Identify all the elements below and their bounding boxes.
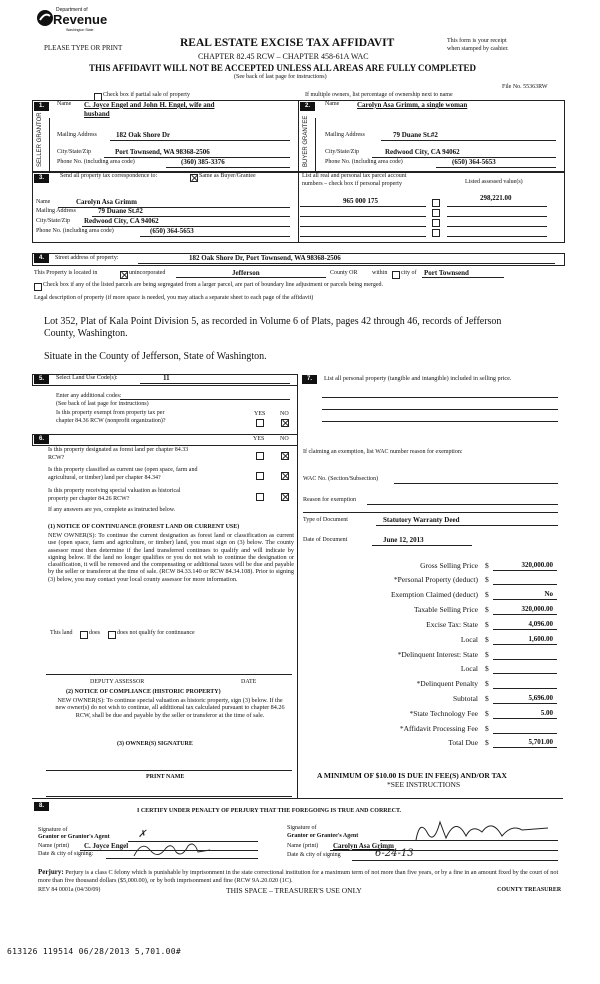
delinquent-interest-local-label: Local xyxy=(460,664,478,673)
street-address: 182 Oak Shore Dr, Port Townsend, WA 98368-2506 xyxy=(189,254,341,262)
personal-property-checkbox-4[interactable] xyxy=(432,229,440,237)
sec6-yes-label: YES xyxy=(253,436,265,442)
sec3-name: Carolyn Asa Grimm xyxy=(76,198,137,206)
buyer-name-label: Name xyxy=(325,101,340,107)
parcel-list-label-2: numbers – check box if personal property xyxy=(302,181,402,187)
total-due-label: Total Due xyxy=(448,738,478,747)
delinquent-interest-local-dollar: $ xyxy=(485,664,489,673)
personal-property-checkbox-2[interactable] xyxy=(432,209,440,217)
seller-name-2: husband xyxy=(84,110,110,118)
personal-property-deduct-label: *Personal Property (deduct) xyxy=(393,575,478,584)
see-back-line: (See back of last page for instructions) xyxy=(234,74,327,80)
grantee-name: Carolyn Asa Grimm xyxy=(333,842,394,850)
grantee-date-label: Date & city of signing xyxy=(287,852,341,858)
assessor-date-label: DATE xyxy=(241,679,257,685)
this-land-label: This land xyxy=(50,630,73,636)
buyer-phone: (650) 364-5653 xyxy=(452,158,496,166)
sec3-name-label: Name xyxy=(36,199,51,205)
treasurer-space-label: THIS SPACE – TREASURER'S USE ONLY xyxy=(226,886,362,895)
logo-state: Washington State xyxy=(66,28,94,32)
forest-yes-checkbox[interactable] xyxy=(256,452,264,460)
unincorporated-checkbox[interactable] xyxy=(120,271,128,279)
grantee-signature-label-1: Signature of xyxy=(287,825,317,831)
warning-line: THIS AFFIDAVIT WILL NOT BE ACCEPTED UNLESS ALL AREAS ARE FULLY COMPLETED xyxy=(89,63,477,73)
section-5-number: 5. xyxy=(34,375,49,384)
logo-dept: Department of xyxy=(56,7,88,13)
grantor-name-label: Name (print) xyxy=(38,843,70,849)
subtotal-label: Subtotal xyxy=(452,694,478,703)
grantee-signature-label-2: Grantor or Grantee's Agent xyxy=(287,833,359,839)
forest-question-2: RCW? xyxy=(48,455,65,461)
does-not-label: does not qualify for continuance xyxy=(117,630,195,636)
excise-tax-local-dollar: $ xyxy=(485,635,489,644)
exempt-yes-checkbox[interactable] xyxy=(256,419,264,427)
affidavit-processing-fee-label: *Affidavit Processing Fee xyxy=(399,724,478,733)
current-use-question-1: Is this property classified as current use (open space, farm and xyxy=(48,467,198,473)
parcel-list-label-1: List all real and personal tax parcel account xyxy=(302,173,407,179)
receipt-note-2: when stamped by cashier. xyxy=(447,46,509,52)
exempt-question-2: chapter 84.36 RCW (nonprofit organization)? xyxy=(56,418,166,424)
buyer-mailing: 79 Duane St.#2 xyxy=(393,131,438,139)
exemption-claimed-value: No xyxy=(544,590,553,598)
reason-label: Reason for exemption xyxy=(303,497,356,503)
land-use-code: 11 xyxy=(163,374,170,382)
state-technology-fee-dollar: $ xyxy=(485,709,489,718)
located-in-label: This Property is located in xyxy=(34,270,98,276)
excise-tax-state-label: Excise Tax: State xyxy=(426,620,478,629)
seller-city: Port Townsend, WA 98368-2506 xyxy=(115,148,210,156)
multiple-owners-note: If multiple owners, list percentage of ownership next to name xyxy=(305,92,453,98)
land-use-label: Select Land Use Code(s): xyxy=(56,375,118,381)
exemption-claim-label: If claiming an exemption, list WAC number reason for exemption: xyxy=(303,449,463,455)
additional-codes-label: Enter any additional codes: xyxy=(56,393,122,399)
sec3-mailing-label: Mailing Address xyxy=(36,208,76,214)
delinquent-penalty-label: *Delinquent Penalty xyxy=(416,679,478,688)
buyer-city-label: City/State/Zip xyxy=(325,149,359,155)
sec3-phone: (650) 364-5653 xyxy=(150,227,194,235)
within-label: within xyxy=(372,270,388,276)
minimum-fee-note: A MINIMUM OF $10.00 IS DUE IN FEE(S) AND/OR TAX xyxy=(317,771,507,780)
receipt-note-1: This form is your receipt xyxy=(447,38,507,44)
please-type: PLEASE TYPE OR PRINT xyxy=(44,44,123,52)
grantor-date-label: Date & city of signing: xyxy=(38,851,94,857)
historic-no-checkbox[interactable] xyxy=(281,493,289,501)
buyer-phone-label: Phone No. (including area code) xyxy=(325,159,403,165)
chapter-line: CHAPTER 82.45 RCW – CHAPTER 458-61A WAC xyxy=(198,52,369,61)
perjury-label: Perjury: xyxy=(38,868,64,876)
personal-property-checkbox-1[interactable] xyxy=(432,199,440,207)
form-title: REAL ESTATE EXCISE TAX AFFIDAVIT xyxy=(180,37,395,49)
buyer-side-label: BUYER GRANTEE xyxy=(303,115,309,167)
seller-name-label: Name xyxy=(57,101,72,107)
if-yes-note: If any answers are yes, complete as instructed below. xyxy=(48,507,176,513)
grantor-signature-mark: ✗ xyxy=(138,829,147,840)
perjury-text: Perjury is a class C felony which is punishable by imprisonment in the state correctional institution for a maximum term of not more than five years, or by a fine in an amount fixed by the court of not more than five thousand dollars ($5,000.00), or by both imprisonment and fine (RCW 9A.20.020 (1C). xyxy=(38,869,559,884)
city-of-label: city of xyxy=(401,270,417,276)
current-use-question-2: agricultural, or timber) land per chapter 84.34? xyxy=(48,475,161,481)
document-type-label: Type of Document xyxy=(303,517,348,523)
segregated-label: Check box if any of the listed parcels are being segregated from a larger parcel, are part of boundary line adjustment or parcels being merged. xyxy=(43,282,383,288)
county-treasurer-label: COUNTY TREASURER xyxy=(497,887,562,893)
same-as-buyer-checkbox[interactable] xyxy=(190,174,198,182)
buyer-name: Carolyn Asa Grimm, a single woman xyxy=(357,101,468,109)
print-name-label: PRINT NAME xyxy=(146,774,185,780)
legal-description-2: County, Washington. xyxy=(44,328,128,339)
assessed-value-label: Listed assessed value(s) xyxy=(465,179,523,185)
historic-question-2: property per chapter 84.26 RCW? xyxy=(48,496,130,502)
legal-description-1: Lot 352, Plat of Kala Point Division 5, as recorded in Volume 6 of Plats, pages 42 through 46, records of Jefferson xyxy=(44,316,502,327)
deputy-assessor-label: DEPUTY ASSESSOR xyxy=(90,679,145,685)
exempt-question-1: Is this property exempt from property tax per xyxy=(56,410,165,416)
subtotal-value: 5,696.00 xyxy=(528,694,553,702)
county-or-label: County OR xyxy=(330,270,358,276)
assessed-value: 298,221.00 xyxy=(480,194,512,202)
logo-name: Revenue xyxy=(53,12,108,27)
section-4-number: 4. xyxy=(34,254,49,263)
revenue-logo xyxy=(36,7,106,37)
excise-tax-state-dollar: $ xyxy=(485,620,489,629)
notice-compliance-text: NEW OWNER(S): To continue special valuation as historic property, sign (3) below. If the new owner(s) do not wish to continue, all additional tax calculated pursuant to chapter 84.26 RCW, shall be due and payable by the seller or transferor at the time of sale. xyxy=(55,697,285,719)
city-checkbox[interactable] xyxy=(392,271,400,279)
perjury-notice xyxy=(38,868,560,885)
notice-compliance-title: (2) NOTICE OF COMPLIANCE (HISTORIC PROPERTY) xyxy=(66,689,221,695)
delinquent-interest-state-label: *Delinquent Interest: State xyxy=(397,650,478,659)
seller-city-label: City/State/Zip xyxy=(57,149,91,155)
seller-phone-label: Phone No. (including area code) xyxy=(57,159,135,165)
property-city: Port Townsend xyxy=(424,269,469,277)
sec5-no-label: NO xyxy=(280,411,289,417)
total-due-dollar: $ xyxy=(485,738,489,747)
delinquent-interest-state-dollar: $ xyxy=(485,650,489,659)
revision-label: REV 84 0001a (04/30/09) xyxy=(38,887,101,893)
see-instructions-note: *SEE INSTRUCTIONS xyxy=(387,780,461,789)
seller-mailing-label: Mailing Address xyxy=(57,132,97,138)
historic-yes-checkbox[interactable] xyxy=(256,493,264,501)
forest-no-checkbox[interactable] xyxy=(281,452,289,460)
sec3-city: Redwood City, CA 94062 xyxy=(84,217,159,225)
see-back-sec5: (See back of last page for instructions) xyxy=(56,401,149,407)
seller-phone: (360) 385-3376 xyxy=(181,158,225,166)
not-qualifies-checkbox[interactable] xyxy=(108,631,116,639)
current-use-no-checkbox[interactable] xyxy=(281,472,289,480)
sec3-phone-label: Phone No. (including area code) xyxy=(36,228,114,234)
buyer-city: Redwood City, CA 94062 xyxy=(385,148,460,156)
section-7-number: 7. xyxy=(302,375,317,384)
sec6-no-label: NO xyxy=(280,436,289,442)
sec3-mailing: 79 Duane St.#2 xyxy=(98,207,143,215)
gross-selling-price-dollar: $ xyxy=(485,561,489,570)
parcel-number: 965 000 175 xyxy=(343,197,378,205)
gross-selling-price-label: Gross Selling Price xyxy=(420,561,478,570)
owner-signature-label: (3) OWNER(S) SIGNATURE xyxy=(117,741,193,747)
grantor-signature-scribble xyxy=(132,838,212,860)
taxable-selling-price-label: Taxable Selling Price xyxy=(413,605,478,614)
buyer-mailing-label: Mailing Address xyxy=(325,132,365,138)
grantor-name: C. Joyce Engel xyxy=(84,842,129,850)
payment-stamp: 613126 119514 06/28/2013 5,701.00# xyxy=(7,947,181,956)
document-date-label: Date of Document xyxy=(303,537,348,543)
file-number: File No. 55363RW xyxy=(502,84,548,90)
personal-property-deduct-dollar: $ xyxy=(485,575,489,584)
seller-side-label: SELLER GRANTOR xyxy=(37,112,43,167)
notice-continuance-text: NEW OWNER(S): To continue the current designation as forest land or classification as current use (open space, farm and agriculture, or timber) land, you must sign on (3) below. The county assessor must then determine if the land transferred continues to qualify and will indicate by signing below. If the land no longer qualifies or you do not wish to continue the designation or classification, it will be removed and the compensating or additional taxes will be due and payable by the seller or transferor at the time of sale. (RCW 84.33.140 or RCW 84.34.108). Prior to signing (3) below, you may contact your local county assessor for more information. xyxy=(48,532,294,583)
state-technology-fee-value: 5.00 xyxy=(540,709,553,717)
current-use-yes-checkbox[interactable] xyxy=(256,472,264,480)
delinquent-penalty-dollar: $ xyxy=(485,679,489,688)
excise-tax-local-label: Local xyxy=(460,635,478,644)
unincorporated-label: unincorporated xyxy=(129,270,166,276)
sec3-city-label: City/State/Zip xyxy=(36,218,70,224)
excise-tax-local-value: 1,600.00 xyxy=(528,635,553,643)
section-3-number: 3. xyxy=(34,174,49,183)
state-technology-fee-label: *State Technology Fee xyxy=(409,709,478,718)
grantor-signature-label-1: Signature of xyxy=(38,827,68,833)
affidavit-processing-fee-dollar: $ xyxy=(485,724,489,733)
seller-name: C. Joyce Engel and John H. Engel, wife and xyxy=(84,101,215,109)
partial-sale-label: Check box if partial sale of property xyxy=(103,92,190,98)
section-1-number: 1. xyxy=(34,102,49,111)
document-date: June 12, 2013 xyxy=(383,536,424,544)
situate-line: Situate in the County of Jefferson, State of Washington. xyxy=(44,351,267,362)
qualifies-checkbox[interactable] xyxy=(80,631,88,639)
total-due-value: 5,701.00 xyxy=(528,738,553,746)
taxable-selling-price-value: 320,000.00 xyxy=(521,605,553,613)
grantee-date-handwritten: 6-24-13 xyxy=(375,848,414,859)
forest-question-1: Is this property designated as forest land per chapter 84.33 xyxy=(48,447,189,453)
does-label: does xyxy=(89,630,100,636)
certify-statement: I CERTIFY UNDER PENALTY OF PERJURY THAT THE FOREGOING IS TRUE AND CORRECT. xyxy=(137,808,402,814)
document-type: Statutory Warranty Deed xyxy=(383,516,460,524)
correspondence-label: Send all property tax correspondence to: xyxy=(60,173,158,179)
seller-mailing: 182 Oak Shore Dr xyxy=(116,131,171,139)
legal-description-label: Legal description of property (if more space is needed, you may attach a separate sheet to each page of the affidavit) xyxy=(34,295,314,301)
gross-selling-price-value: 320,000.00 xyxy=(521,561,553,569)
county-name: Jefferson xyxy=(232,269,260,277)
segregated-checkbox[interactable] xyxy=(34,283,42,291)
historic-question-1: Is this property receiving special valuation as historical xyxy=(48,488,181,494)
subtotal-dollar: $ xyxy=(485,694,489,703)
notice-continuance-title: (1) NOTICE OF CONTINUANCE (FOREST LAND OR CURRENT USE) xyxy=(48,524,240,530)
street-address-label: Street address of property: xyxy=(55,255,119,261)
personal-property-list-label: List all personal property (tangible and intangible) included in selling price. xyxy=(324,375,512,382)
same-as-buyer-label: Same as Buyer/Grantee xyxy=(199,173,256,179)
wac-label: WAC No. (Section/Subsection) xyxy=(303,476,379,482)
grantee-name-label: Name (print) xyxy=(287,843,319,849)
taxable-selling-price-dollar: $ xyxy=(485,605,489,614)
exemption-claimed-label: Exemption Claimed (deduct) xyxy=(390,590,478,599)
section-6-number: 6. xyxy=(34,435,49,444)
personal-property-checkbox-3[interactable] xyxy=(432,219,440,227)
exempt-no-checkbox[interactable] xyxy=(281,419,289,427)
exemption-claimed-dollar: $ xyxy=(485,590,489,599)
section-2-number: 2. xyxy=(300,102,315,111)
sec5-yes-label: YES xyxy=(254,411,266,417)
revenue-logo-icon xyxy=(36,9,54,27)
section-8-number: 8. xyxy=(34,802,49,811)
grantor-signature-label-2: Grantor or Grantor's Agent xyxy=(38,834,110,840)
excise-tax-state-value: 4,096.00 xyxy=(528,620,553,628)
grantee-signature-scribble xyxy=(412,814,552,844)
